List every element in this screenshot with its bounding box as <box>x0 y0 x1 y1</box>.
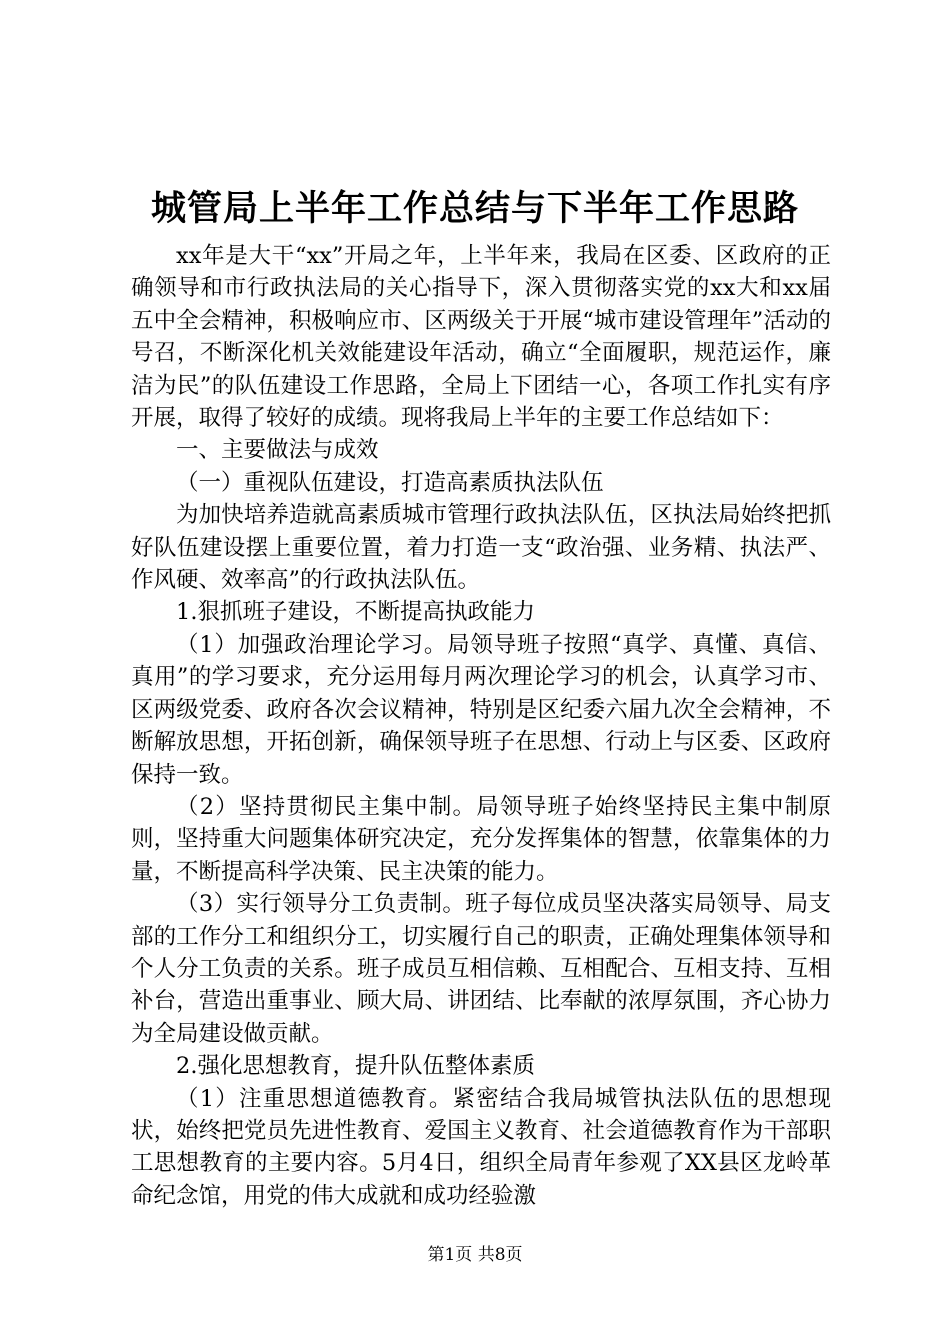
item-heading-1: 1.狠抓班子建设，不断提高执政能力 <box>176 599 535 626</box>
document-title: 城管局上半年工作总结与下半年工作思路 <box>150 188 799 229</box>
item-heading-2: 2.强化思想教育，提升队伍整体素质 <box>176 1053 535 1080</box>
paragraph-item-2-1: （1）注重思想道德教育。紧密结合我局城管执法队伍的思想现状，始终把党员先进性教育、爱国主义教育、社会道德教育作为干部职工思想教育的主要内容。5月4日，组织全局青年参观了XX县区龙岭革命纪念馆，用党的伟大成就和成功经验激 <box>131 1085 831 1209</box>
paragraph-team-building: 为加快培养造就高素质城市管理行政执法队伍，区执法局始终把抓好队伍建设摆上重要位置，着力打造一支“政治强、业务精、执法严、作风硬、效率高”的行政执法队伍。 <box>131 502 831 594</box>
subsection-heading-1: （一）重视队伍建设，打造高素质执法队伍 <box>176 469 604 496</box>
section-heading-1: 一、主要做法与成效 <box>176 437 379 464</box>
paragraph-intro: xx年是大干“xx”开局之年，上半年来，我局在区委、区政府的正确领导和市行政执法局的关心指导下，深入贯彻落实党的xx大和xx届五中全会精神，积极响应市、区两级关于开展“城市建设管理年”活动的号召，不断深化机关效能建设年活动，确立“全面履职，规范运作，廉洁为民”的队伍建设工作思路，全局上下团结一心，各项工作扎实有序开展，取得了较好的成绩。现将我局上半年的主要工作总结如下： <box>131 243 831 432</box>
paragraph-item-1-3: （3）实行领导分工负责制。班子每位成员坚决落实局领导、局支部的工作分工和组织分工，切实履行自己的职责，正确处理集体领导和个人分工负责的关系。班子成员互相信赖、互相配合、互相支持、互相补台，营造出重事业、顾大局、讲团结、比奉献的浓厚氛围，齐心协力为全局建设做贡献。 <box>131 891 831 1047</box>
page-footer: 第1页 共8页 <box>427 1245 523 1265</box>
paragraph-item-1-1: （1）加强政治理论学习。局领导班子按照“真学、真懂、真信、真用”的学习要求，充分运用每月两次理论学习的机会，认真学习市、区两级党委、政府各次会议精神，特别是区纪委六届九次全会精神，不断解放思想，开拓创新，确保领导班子在思想、行动上与区委、区政府保持一致。 <box>131 631 831 788</box>
paragraph-item-1-2: （2）坚持贯彻民主集中制。局领导班子始终坚持民主集中制原则，坚持重大问题集体研究决定，充分发挥集体的智慧，依靠集体的力量，不断提高科学决策、民主决策的能力。 <box>131 793 831 885</box>
document-body <box>131 240 831 1212</box>
